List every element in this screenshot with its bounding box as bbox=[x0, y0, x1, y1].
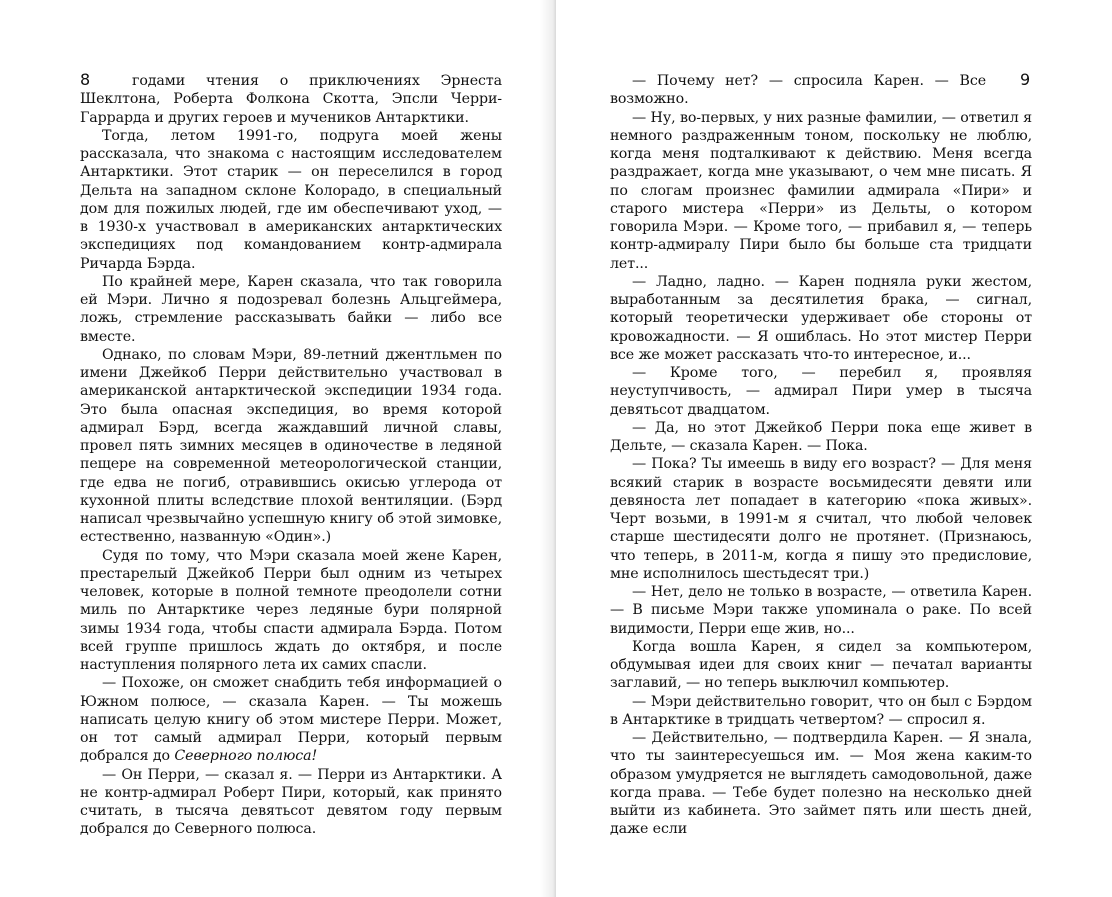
paragraph: — Действительно, — подтвердила Карен. — Я знала, что ты заинтересуешься им. — Моя жена каким-то образом умудряется не выглядеть самодовольной, даже когда права. — Тебе будет полезно на несколько дней выйти из кабинета. Это займет пять или шесть дней, даже если bbox=[610, 730, 1032, 838]
paragraph: годами чтения о приключениях Эрнеста Шеклтона, Роберта Фолкона Скотта, Эпсли Черри-Гаррарда и других героев и мучеников Антарктики. bbox=[80, 73, 502, 126]
italic-phrase: Северного полюса! bbox=[174, 748, 318, 765]
right-page bbox=[556, 0, 1112, 897]
left-page-text bbox=[80, 72, 502, 839]
paragraph: — Мэри действительно говорит, что он был с Бэрдом в Антарктике в тридцать четвертом? — спросил я. bbox=[610, 693, 1032, 728]
paragraph: — Почему нет? — спросила Карен. — Все возможно. bbox=[610, 73, 986, 108]
page-number-left: 8 bbox=[80, 70, 91, 89]
right-page-text bbox=[610, 72, 1032, 839]
paragraph: — Ладно, ладно. — Карен подняла руки жестом, выработанным за десятилетия брака, — сигнал, который теоретически удерживает обе стороны от кровожадности. — Я ошиблась. Но этот мистер Перри все же может рассказать что-то интересное, и... bbox=[610, 273, 1032, 363]
paragraph: — Нет, дело не только в возрасте, — ответила Карен. — В письме Мэри также упоминала о раке. По всей видимости, Перри еще жив, но... bbox=[610, 584, 1032, 637]
paragraph: — Пока? Ты имеешь в виду его возраст? — Для меня всякий старик в возрасте восьмидесяти девяти или девяноста лет попадает в категорию «пока живых». Черт возьми, в 1991-м я считал, что любой человек старше шестидесяти долго не протянет. (Признаюсь, что теперь, в 2011-м, когда я пишу это предисловие, мне исполнилось шестьдесят три.) bbox=[610, 456, 1032, 582]
paragraph: По крайней мере, Карен сказала, что так говорила ей Мэри. Лично я подозревал болезнь Альцгеймера, ложь, стремление рассказывать байки — либо все вместе. bbox=[80, 273, 502, 345]
paragraph: — Он Перри, — сказал я. — Перри из Антарктики. А не контр-адмирал Роберт Пири, который, как принято считать, в тысяча девятьсот девятом году первым добрался до Северного полюса. bbox=[80, 766, 502, 838]
page-number-right: 9 bbox=[1020, 70, 1031, 89]
paragraph: Судя по тому, что Мэри сказала моей жене Карен, престарелый Джейкоб Перри был одним из четырех человек, которые в полной темноте преодолели сотни миль по Антарктике через ледяные бури полярной зимы 1934 года, чтобы спасти адмирала Бэрда. Потом всей группе пришлось ждать до октября, и после наступления полярного лета их самих спасли. bbox=[80, 547, 502, 673]
paragraph: — Ну, во-первых, у них разные фамилии, — ответил я немного раздраженным тоном, поскольку не люблю, когда меня подталкивают к действию. Меня всегда раздражает, когда мне указывают, о чем мне писать. Я по слогам произнес фамилии адмирала «Пири» и старого мистера «Перри» из Дельты, о котором говорила Мэри. — Кроме того, — прибавил я, — теперь контр-адмиралу Пири было бы больше ста тридцати лет... bbox=[610, 109, 1032, 272]
paragraph: Когда вошла Карен, я сидел за компьютером, обдумывая идеи для своих книг — печатал варианты заглавий, — но теперь выключил компьютер. bbox=[610, 638, 1032, 692]
paragraph: Тогда, летом 1991-го, подруга моей жены рассказала, что знакома с настоящим исследователем Антарктики. Этот старик — он переселился в город Дельта на западном склоне Колорадо, в специальный дом для пожилых людей, где им обеспечивают уход, — в 1930-х участвовал в американских антарктических экспедициях под командованием контр-адмирала Ричарда Бэрда. bbox=[80, 127, 502, 272]
paragraph: Однако, по словам Мэри, 89-летний джентльмен по имени Джейкоб Перри действительно участвовал в американской антарктической экспедиции 1934 года. Это была опасная экспедиция, во время которой адмирал Бэрд, всегда жаждавший личной славы, провел пять зимних месяцев в одиночестве в ледяной пещере на современной метеорологической станции, где едва не погиб, отравившись окисью углерода от кухонной плиты вследствие плохой вентиляции. (Бэрд написал чрезвычайно успешную книгу об этой зимовке, естественно, названную «Один».) bbox=[80, 346, 502, 546]
paragraph: — Кроме того, — перебил я, проявляя неуступчивость, — адмирал Пири умер в тысяча девятьсот двадцатом. bbox=[610, 365, 1032, 418]
paragraph bbox=[80, 674, 502, 765]
paragraph: — Да, но этот Джейкоб Перри пока еще живет в Дельте, — сказала Карен. — Пока. bbox=[610, 419, 1032, 454]
paragraph-text: — Похоже, он сможет снабдить тебя информацией о Южном полюсе, — сказала Карен. — Ты можешь написать целую книгу об этом мистере Перри. Может, он тот самый адмирал Перри, который первым добрался до bbox=[80, 675, 502, 765]
